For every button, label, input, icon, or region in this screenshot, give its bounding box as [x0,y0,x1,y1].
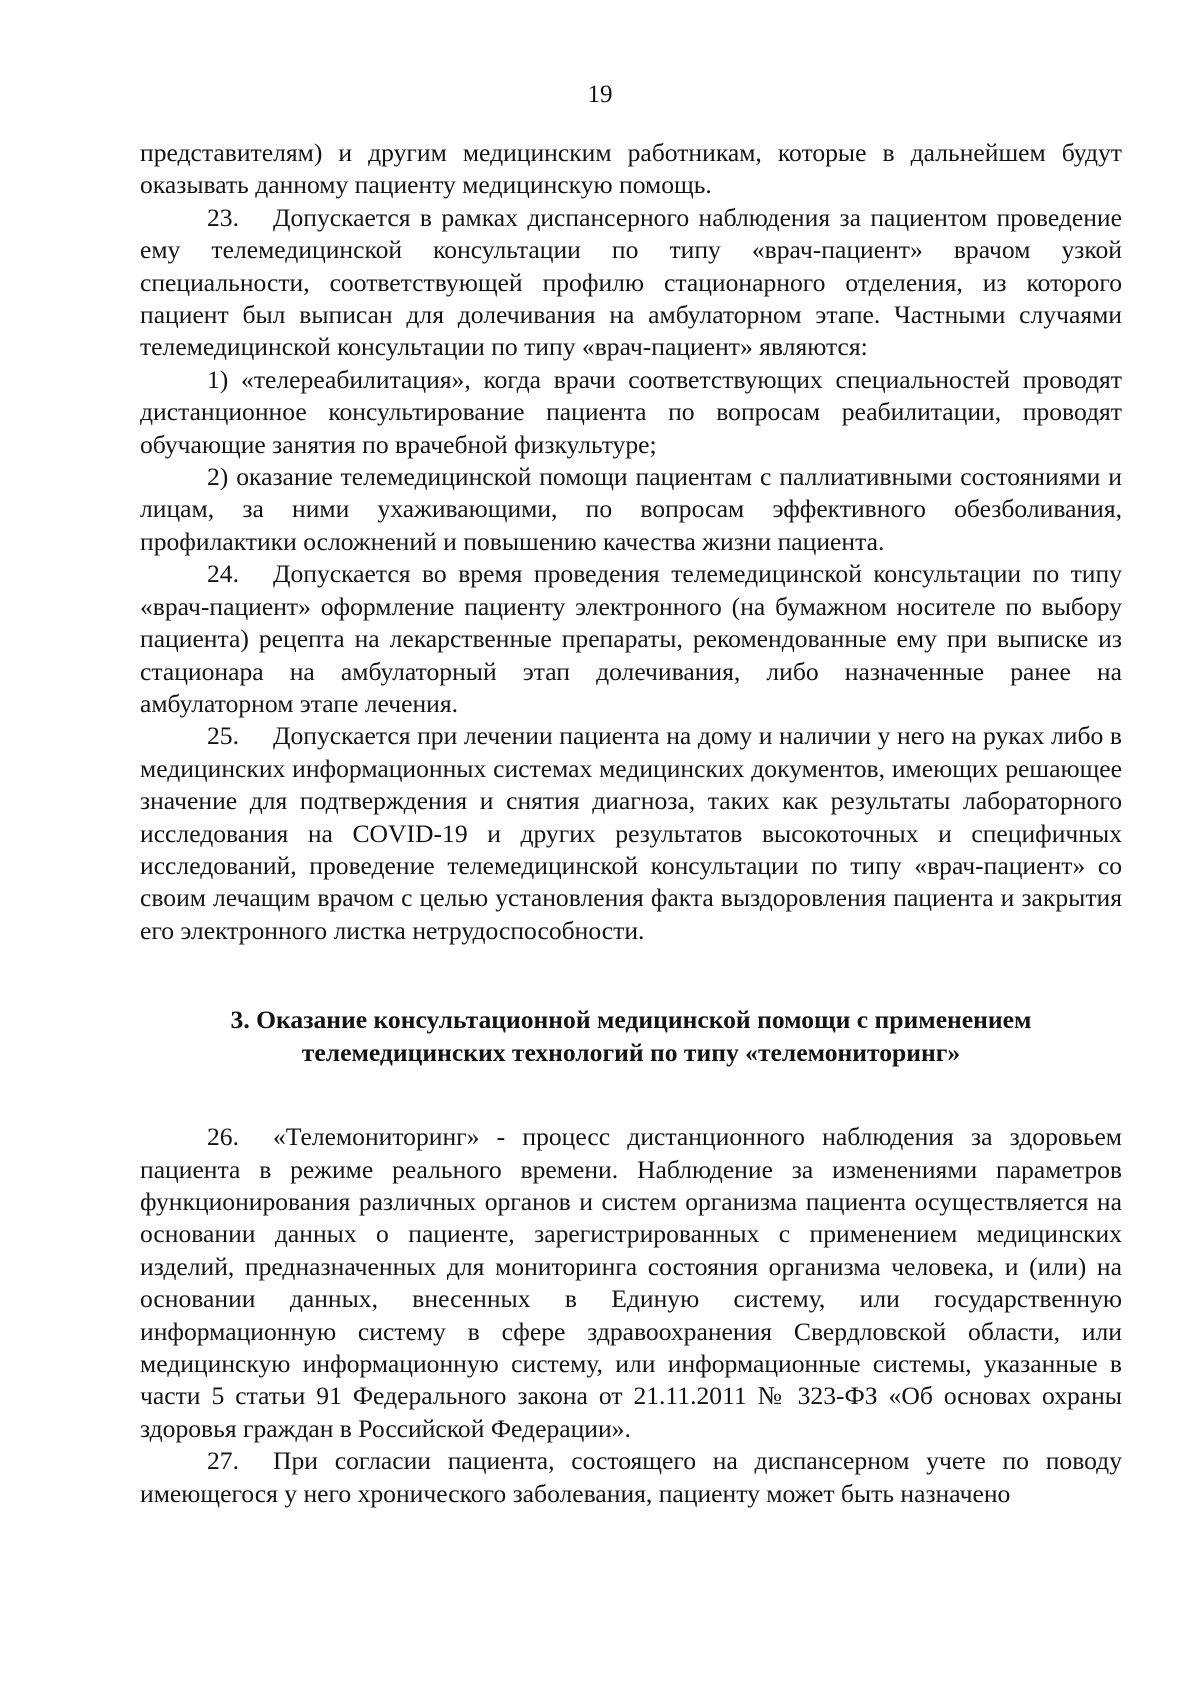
paragraph-text: При согласии пациента, состоящего на диспансерном учете по поводу имеющегося у него хронического заболевания, пациенту может быть назначено [140,1446,1122,1508]
paragraph-number: 27. [207,1446,239,1476]
section-heading [140,1003,1122,1069]
page-number: 19 [587,81,613,108]
paragraph-number: 26. [207,1122,239,1152]
paragraph-25 [140,720,1122,947]
paragraph-number: 23. [207,202,239,232]
section-heading-line-2: телемедицинских технологий по типу «телемониторинг» [301,1038,961,1068]
paragraph-text: 2) оказание телемедицинской помощи пациентам с паллиативными состояниями и лицам, за ними ухаживающими, по вопросам эффективного обезболивания, профилактики осложнений и повышению качества жизни пациента. [140,462,1122,556]
paragraph-26 [140,1121,1122,1445]
paragraph-text: «Телемониторинг» - процесс дистанционного наблюдения за здоровьем пациента в режиме реального времени. Наблюдение за изменениями параметров функционирования различных органов и систем организма пациента осуществляется на основании данных о пациенте, зарегистрированных с применением медицинских изделий, предназначенных для мониторинга состояния организма человека, и (или) на основании данных, внесенных в Единую систему, или государственную информационную систему в сфере здравоохранения Свердловской области, или медицинскую информационную систему, или информационные системы, указанные в части 5 статьи 91 Федерального закона от 21.11.2011 № 323-ФЗ «Об основах охраны здоровья граждан в Российской Федерации». [140,1122,1122,1443]
paragraph-text: Допускается в рамках диспансерного наблюдения за пациентом проведение ему телемедицинской консультации по типу «врач-пациент» врачом узкой специальности, соответствующей профилю стационарного отделения, из которого пациент был выписан для долечивания на амбулаторном этапе. Частными случаями телемедицинской консультации по типу «врач-пациент» являются: [140,202,1122,362]
paragraph-24 [140,558,1122,720]
paragraph-23 [140,202,1122,364]
paragraph-text: Допускается при лечении пациента на дому и наличии у него на руках либо в медицинских информационных системах медицинских документов, имеющих решающее значение для подтверждения и снятия диагноза, таких как результаты лабораторного исследования на COVID-19 и других результатов высокоточных и специфичных исследований, проведение телемедицинской консультации по типу «врач-пациент» со своим лечащим врачом с целью установления факта выздоровления пациента и закрытия его электронного листка нетрудоспособности. [140,721,1122,945]
paragraph-text: Допускается во время проведения телемедицинской консультации по типу «врач-пациент» оформление пациенту электронного (на бумажном носителе по выбору пациента) рецепта на лекарственные препараты, рекомендованные ему при выписке из стационара на амбулаторный этап долечивания, либо назначенные ранее на амбулаторном этапе лечения. [140,559,1122,718]
document-body [140,137,1122,1510]
section-heading-line-1: 3. Оказание консультационной медицинской помощи с применением [230,1005,1032,1035]
paragraph-text: 1) «телереабилитация», когда врачи соответствующих специальностей проводят дистанционное консультирование пациента по вопросам реабилитации, проводят обучающие занятия по врачебной физкультуре; [140,364,1122,459]
list-item-palliative-care [140,461,1122,558]
paragraph-number: 25. [207,721,239,751]
paragraph-27 [140,1445,1122,1510]
paragraph-continuation [140,137,1122,202]
paragraph-text: представителям) и другим медицинским работникам, которые в дальнейшем будут оказывать данному пациенту медицинскую помощь. [140,138,1122,200]
paragraph-number: 24. [207,559,239,589]
list-item-telerehabilitation [140,364,1122,461]
